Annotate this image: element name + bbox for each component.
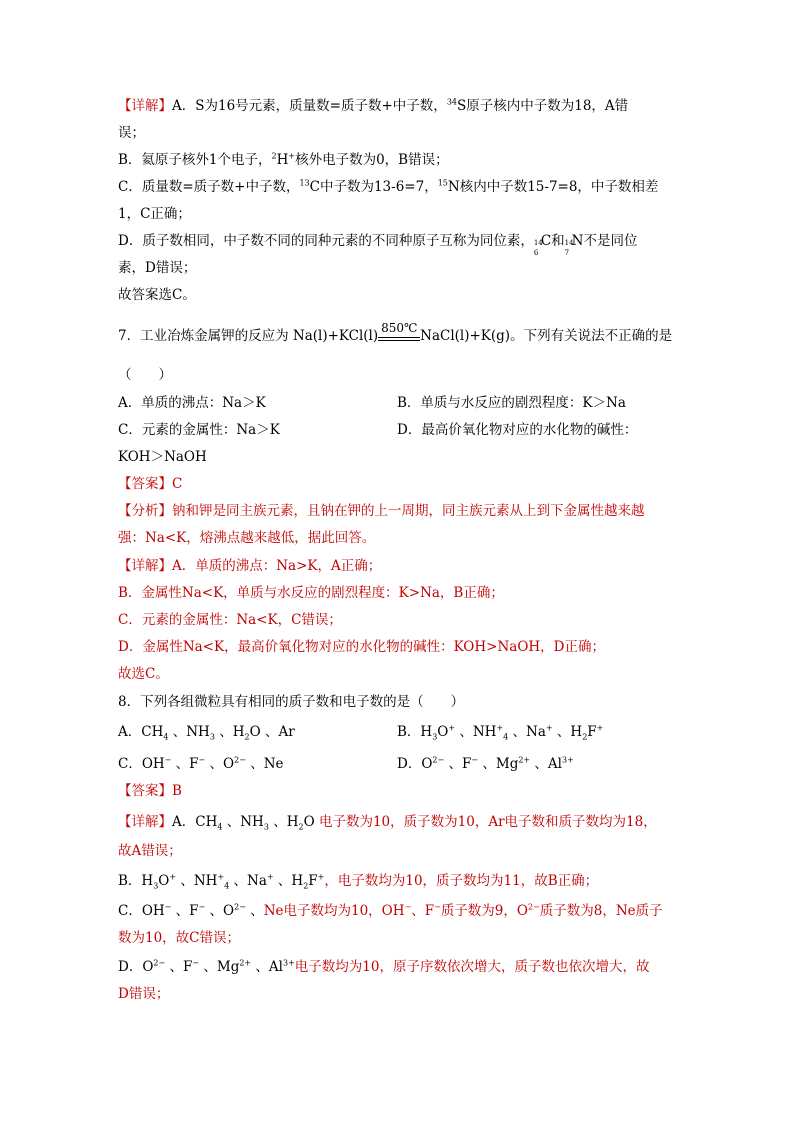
isotope-c14: 14 6 (533, 238, 543, 257)
q7-option-d-cont (118, 447, 207, 467)
q7-option-d (397, 420, 637, 440)
text: N不是同位 (571, 233, 638, 249)
text: C．质量数=质子数+中子数， (118, 179, 300, 195)
text: A．单质的沸点：Na＞K (118, 395, 266, 411)
text: A．单质的沸点：Na>K，A正确； (172, 558, 382, 574)
q6-detail-line-2 (118, 123, 145, 143)
text: 1，C正确； (118, 206, 191, 222)
text: N核内中子数15-7=8，中子数相差 (447, 179, 659, 195)
mass-number: 2 (271, 151, 277, 161)
text: C．元素的金属性：Na＞K (118, 422, 280, 438)
charge: + (288, 151, 296, 161)
q7-detail-2 (118, 583, 504, 603)
q7-analysis-1 (118, 501, 645, 521)
text: 质子数为9，O (440, 903, 528, 919)
text: ，电子数均为10，质子数均为11，故B正确； (324, 873, 599, 889)
text: 7．工业冶炼金属钾的反应为 Na(l)+KCl(l) (118, 328, 379, 344)
q7-paren (118, 365, 172, 385)
q8-detail-b: B．$H_3O^+$ 、$NH^+_4$ 、Na+ 、$H_2F^+$，电子数均为10，质子数均为11，故B正确； (118, 872, 599, 891)
text: B．单质与水反应的剧烈程度：K＞Na (397, 395, 626, 411)
q8-detail-c-cont (118, 928, 240, 948)
q7-answer (118, 474, 182, 494)
mass-number: 34 (446, 97, 457, 107)
text: 误； (118, 125, 145, 141)
q8-option-a: A．$CH_4$ 、$NH_3$ 、$H_2O$ 、Ar (118, 724, 295, 742)
q7-detail-1 (118, 556, 381, 576)
text: C中子数为13-6=7， (309, 179, 438, 195)
q7-detail-4 (118, 637, 605, 657)
q7-detail-5 (118, 664, 169, 684)
q8-option-c: C．OH− 、F− 、$O^{2-}$ 、Ne (118, 755, 284, 772)
detail-tag: 【详解】 (118, 558, 172, 574)
text: 素，D错误； (118, 260, 197, 276)
answer-value: C (172, 476, 183, 492)
answer-tag: 【答案】 (118, 476, 172, 492)
text: D错误； (118, 986, 170, 1002)
q8-stem (118, 692, 464, 712)
text: 故选C。 (118, 666, 169, 682)
text: Ne电子数均为10，OH (263, 903, 405, 919)
q6-detail-line-4 (118, 177, 658, 197)
q6-detail-line-7 (118, 258, 196, 278)
answer-tag: 【答案】 (118, 783, 172, 799)
text: 强：Na<K，熔沸点越来越低，据此回答。 (118, 530, 376, 546)
analysis-tag: 【分析】 (118, 503, 172, 519)
text: H (276, 152, 289, 168)
text: B．氦原子核外1个电子， (118, 152, 272, 168)
mass-number: 15 (437, 178, 448, 188)
text: C．元素的金属性：Na<K，C错误； (118, 612, 342, 628)
text: 电子数为10，质子数为10，Ar电子数和质子数均为18， (318, 814, 657, 830)
q7-stem (118, 320, 673, 347)
q8-detail-d: D．$O^{2-}$ 、F− 、$Mg^{2+}$ 、$Al^{3+}$电子数均为10，原子序数依次增大，质子数也依次增大，故 (118, 958, 650, 975)
q8-detail-a-cont (118, 841, 182, 861)
q7-analysis-2 (118, 528, 375, 548)
text: 钠和钾是同主族元素，且钠在钾的上一周期，同主族元素从上到下金属性越来越 (172, 503, 645, 519)
mass-number: 13 (299, 178, 310, 188)
text: 。下列有关说法不正确的是 (510, 328, 673, 344)
q8-detail-c: C．OH− 、F− 、$O^{2-}$ 、Ne电子数均为10，OH−、F−质子数为9，$O^{2-}$质子数为8，Ne质子 (118, 902, 663, 919)
q7-option-a (118, 393, 266, 413)
text: NaCl(l)+K(g) (420, 328, 511, 344)
q6-detail-line-1 (118, 96, 628, 116)
text: S原子核内中子数为18，A错 (457, 98, 629, 114)
text: 核外电子数为0，B错误； (295, 152, 449, 168)
text: D．质子数相同，中子数不同的同种元素的不同种原子互称为同位素， (118, 233, 534, 249)
q8-answer (118, 781, 182, 801)
text: 数为10，故C错误； (118, 930, 241, 946)
reaction-condition (378, 320, 420, 347)
text: 故答案选C。 (118, 287, 196, 303)
text: C和 (540, 233, 565, 249)
q8-detail-a: 【详解】A．$CH_4$ 、$NH_3$ 、$H_2O$ 电子数为10，质子数为10，Ar电子数和质子数均为18， (118, 814, 657, 832)
text: A．S为16号元素，质量数=质子数+中子数， (172, 98, 447, 114)
text: 质子数为8，Ne质子 (539, 903, 663, 919)
text: （ ） (118, 367, 172, 383)
q8-detail-d-cont (118, 984, 169, 1004)
q6-detail-line-6 (118, 231, 638, 257)
text: 故A错误； (118, 843, 182, 859)
detail-tag: 【详解】 (118, 98, 172, 114)
text: D．金属性Na<K，最高价氧化物对应的水化物的碱性：KOH>NaOH，D正确； (118, 639, 605, 655)
text: 8．下列各组微粒具有相同的质子数和电子数的是（ ） (118, 694, 465, 710)
q8-option-d: D．$O^{2-}$ 、F− 、$Mg^{2+}$ 、$Al^{3+}$ (397, 755, 574, 772)
q7-option-c (118, 420, 280, 440)
text: KOH＞NaOH (118, 449, 207, 465)
q7-detail-3 (118, 610, 342, 630)
condition-text: 850℃ (381, 320, 418, 335)
answer-value: B (172, 783, 182, 799)
q8-option-b: B．$H_3O^+$ 、$NH^+_4$ 、Na+ 、$H_2F^+$ (397, 723, 604, 742)
q6-detail-line-3 (118, 150, 449, 170)
text: B．金属性Na<K，单质与水反应的剧烈程度：K>Na，B正确； (118, 585, 504, 601)
q7-option-b (397, 393, 626, 413)
isotope-n14: 14 7 (564, 238, 574, 257)
q6-detail-line-8 (118, 285, 196, 305)
text: F (424, 903, 435, 919)
text: D．最高价氧化物对应的水化物的碱性： (397, 422, 638, 438)
text: 电子数均为10，原子序数依次增大，质子数也依次增大，故 (294, 959, 650, 975)
detail-tag: 【详解】 (118, 814, 172, 830)
q6-detail-line-5 (118, 204, 191, 224)
